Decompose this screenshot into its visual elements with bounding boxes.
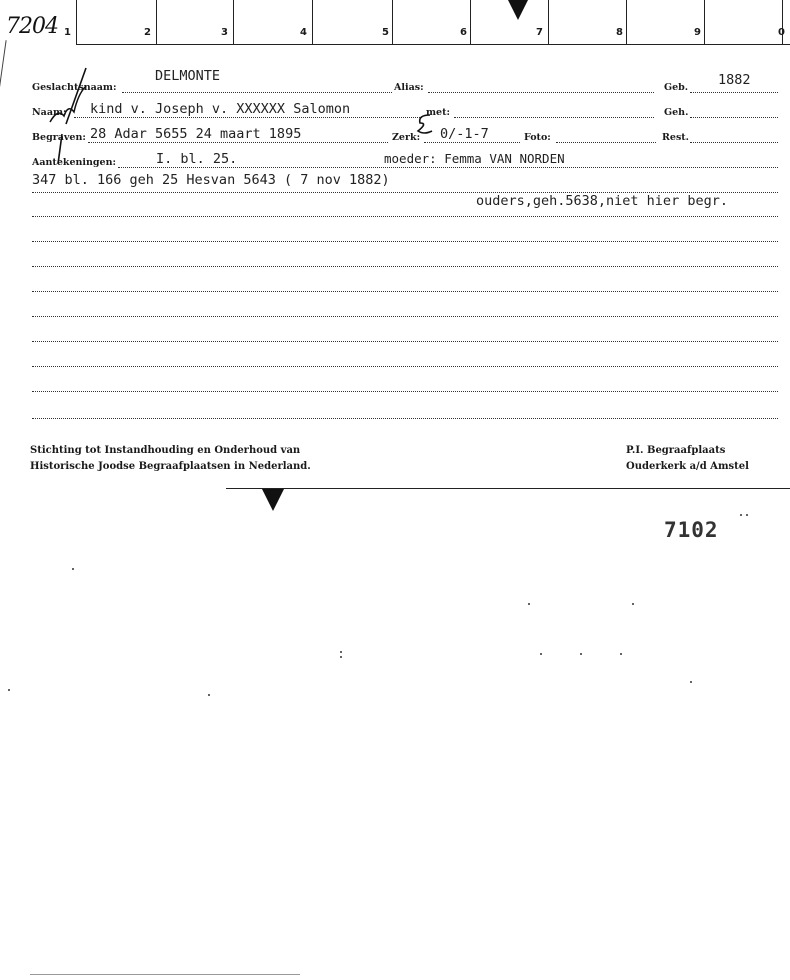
field-line [556,142,656,143]
ruler-number: 8 [616,27,623,38]
field-line [428,92,654,93]
card-bottom-edge [226,488,790,489]
stamp-number: 7102 [664,518,719,542]
footer-org-line2: Historische Joodse Begraafplaatsen in Nederland. [30,461,311,472]
scan-speck [540,653,542,655]
label-birth: Geb. [664,82,689,93]
birth-year-value: 1882 [718,72,751,88]
label-photo: Foto: [524,132,551,143]
scan-speck [740,514,742,516]
ruler-number: 0 [778,27,785,38]
field-line [88,142,388,143]
field-line [690,117,778,118]
ruler-number: 4 [300,27,307,38]
field-line [122,92,392,93]
ruler-number: 5 [382,27,389,38]
label-alias: Alias: [394,82,424,93]
ruler-tick [156,0,157,44]
scan-speck [340,656,342,658]
field-line [454,117,654,118]
label-name: Naam: [32,107,67,118]
card-ruler [64,0,790,45]
tombstone-value: 0/-1-7 [440,126,489,142]
field-line [32,266,778,267]
notes-line1-a: I. bl. 25. [156,151,238,167]
label-buried: Begraven: [32,132,86,143]
label-tombstone: Zerk: [392,132,421,143]
field-line [32,316,778,317]
field-line [32,241,778,242]
scan-speck [580,653,582,655]
scan-speck [746,514,748,516]
field-line [32,418,778,419]
label-notes: Aantekeningen: [32,157,117,168]
footer-organization [30,443,311,475]
card-left-edge [0,40,7,92]
scan-speck [340,651,342,653]
field-line [32,216,778,217]
ruler-tick [626,0,627,44]
ruler-number: 7 [536,27,543,38]
ruler-tick [548,0,549,44]
field-line [118,167,778,168]
ruler-number: 9 [694,27,701,38]
handwritten-card-number: 7204 [6,14,58,39]
label-with: met: [426,107,450,118]
surname-value: DELMONTE [155,68,221,84]
ruler-number: 6 [460,27,467,38]
scan-speck [620,653,622,655]
field-line [32,391,778,392]
handwritten-annotation [28,64,108,164]
field-line [424,142,520,143]
ruler-marker [508,0,528,20]
scan-speck [632,603,634,605]
label-married: Geh. [664,107,689,118]
field-line [32,366,778,367]
handwritten-mark [414,113,438,137]
label-rest: Rest. [662,132,689,143]
notes-line1-b: moeder: Femma VAN NORDEN [384,151,565,166]
ruler-number: 2 [144,27,151,38]
ruler-tick [704,0,705,44]
buried-value: 28 Adar 5655 24 maart 1895 [90,126,302,142]
notes-line2: 347 bl. 166 geh 25 Hesvan 5643 ( 7 nov 1882) [32,172,390,188]
scan-edge-line [30,974,300,975]
field-line [690,142,778,143]
ruler-number: 1 [64,27,71,38]
footer-org-line1: Stichting tot Instandhouding en Onderhoud van [30,445,301,456]
field-line [32,341,778,342]
field-line [74,117,422,118]
name-value: kind v. Joseph v. XXXXXX Salomon [90,101,351,117]
label-surname: Geslachtsnaam: [32,82,117,93]
field-line [690,92,778,93]
ruler-tick [312,0,313,44]
scan-speck [528,603,530,605]
ruler-tick [76,0,77,44]
footer-cemetery-line2: Ouderkerk a/d Amstel [626,461,749,472]
scan-speck [208,694,210,696]
ruler-tick [233,0,234,44]
footer-cemetery [626,443,749,475]
ruler-number: 3 [221,27,228,38]
footer-cemetery-line1: P.I. Begraafplaats [626,445,726,456]
scan-speck [72,568,74,570]
field-line [32,291,778,292]
ruler-tick [470,0,471,44]
bottom-marker [262,489,284,511]
ruler-tick [392,0,393,44]
scan-speck [690,681,692,683]
notes-line3: ouders,geh.5638,niet hier begr. [476,193,728,209]
scan-speck [8,689,10,691]
